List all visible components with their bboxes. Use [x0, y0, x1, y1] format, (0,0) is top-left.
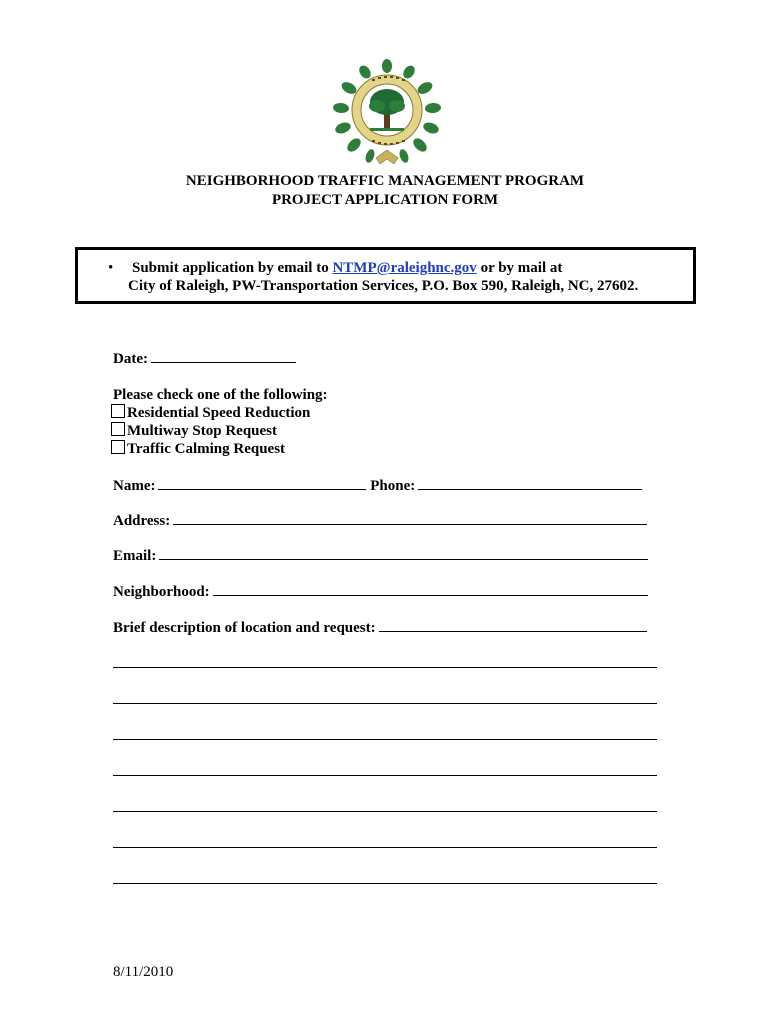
- name-input-line[interactable]: [158, 476, 366, 490]
- description-line[interactable]: [113, 811, 657, 812]
- submission-notice: [75, 247, 696, 304]
- option-label: Traffic Calming Request: [127, 441, 286, 457]
- option-multiway-stop-request[interactable]: [111, 422, 277, 440]
- email-field: [113, 546, 648, 565]
- date-input-line[interactable]: [151, 349, 296, 363]
- checkbox-icon[interactable]: [111, 404, 125, 418]
- email-input-line[interactable]: [159, 546, 648, 560]
- date-field: [113, 349, 296, 368]
- option-label: Residential Speed Reduction: [127, 405, 311, 421]
- email-link[interactable]: NTMP@raleighnc.gov: [332, 260, 477, 276]
- description-line[interactable]: [113, 775, 657, 776]
- name-label: Name:: [113, 478, 156, 494]
- address-input-line[interactable]: [173, 511, 647, 525]
- option-traffic-calming-request[interactable]: [111, 440, 285, 458]
- notice-suffix: or by mail at: [476, 260, 563, 276]
- address-field: [113, 511, 647, 530]
- revision-date: 8/11/2010: [113, 964, 174, 980]
- bullet-icon: •: [108, 260, 114, 276]
- phone-label: Phone:: [370, 478, 416, 494]
- address-label: Address:: [113, 513, 171, 529]
- submission-instructions: [132, 259, 562, 277]
- checkbox-icon[interactable]: [111, 422, 125, 436]
- form-subtitle: PROJECT APPLICATION FORM: [271, 192, 499, 208]
- request-type-prompt: Please check one of the following:: [113, 387, 328, 403]
- checkbox-icon[interactable]: [111, 440, 125, 454]
- date-label: Date:: [113, 351, 148, 367]
- mailing-address: City of Raleigh, PW-Transportation Services, P.O. Box 590, Raleigh, NC, 27602.: [128, 278, 639, 294]
- description-line[interactable]: [113, 883, 657, 884]
- description-line[interactable]: [113, 703, 657, 704]
- description-label: Brief description of location and request:: [113, 620, 376, 636]
- description-field: [113, 618, 647, 637]
- description-line[interactable]: [113, 847, 657, 848]
- email-label: Email:: [113, 548, 157, 564]
- description-line[interactable]: [113, 739, 657, 740]
- option-label: Multiway Stop Request: [127, 423, 278, 439]
- option-residential-speed-reduction[interactable]: [111, 404, 310, 422]
- description-line[interactable]: [113, 667, 657, 668]
- neighborhood-field: [113, 582, 648, 601]
- neighborhood-input-line[interactable]: [213, 582, 648, 596]
- neighborhood-label: Neighborhood:: [113, 584, 210, 600]
- phone-input-line[interactable]: [418, 476, 642, 490]
- form-title: NEIGHBORHOOD TRAFFIC MANAGEMENT PROGRAM: [185, 173, 585, 189]
- notice-prefix: Submit application by email to: [132, 260, 333, 276]
- city-seal-icon: [332, 58, 442, 168]
- name-phone-row: [113, 476, 642, 495]
- description-input-line[interactable]: [379, 618, 647, 632]
